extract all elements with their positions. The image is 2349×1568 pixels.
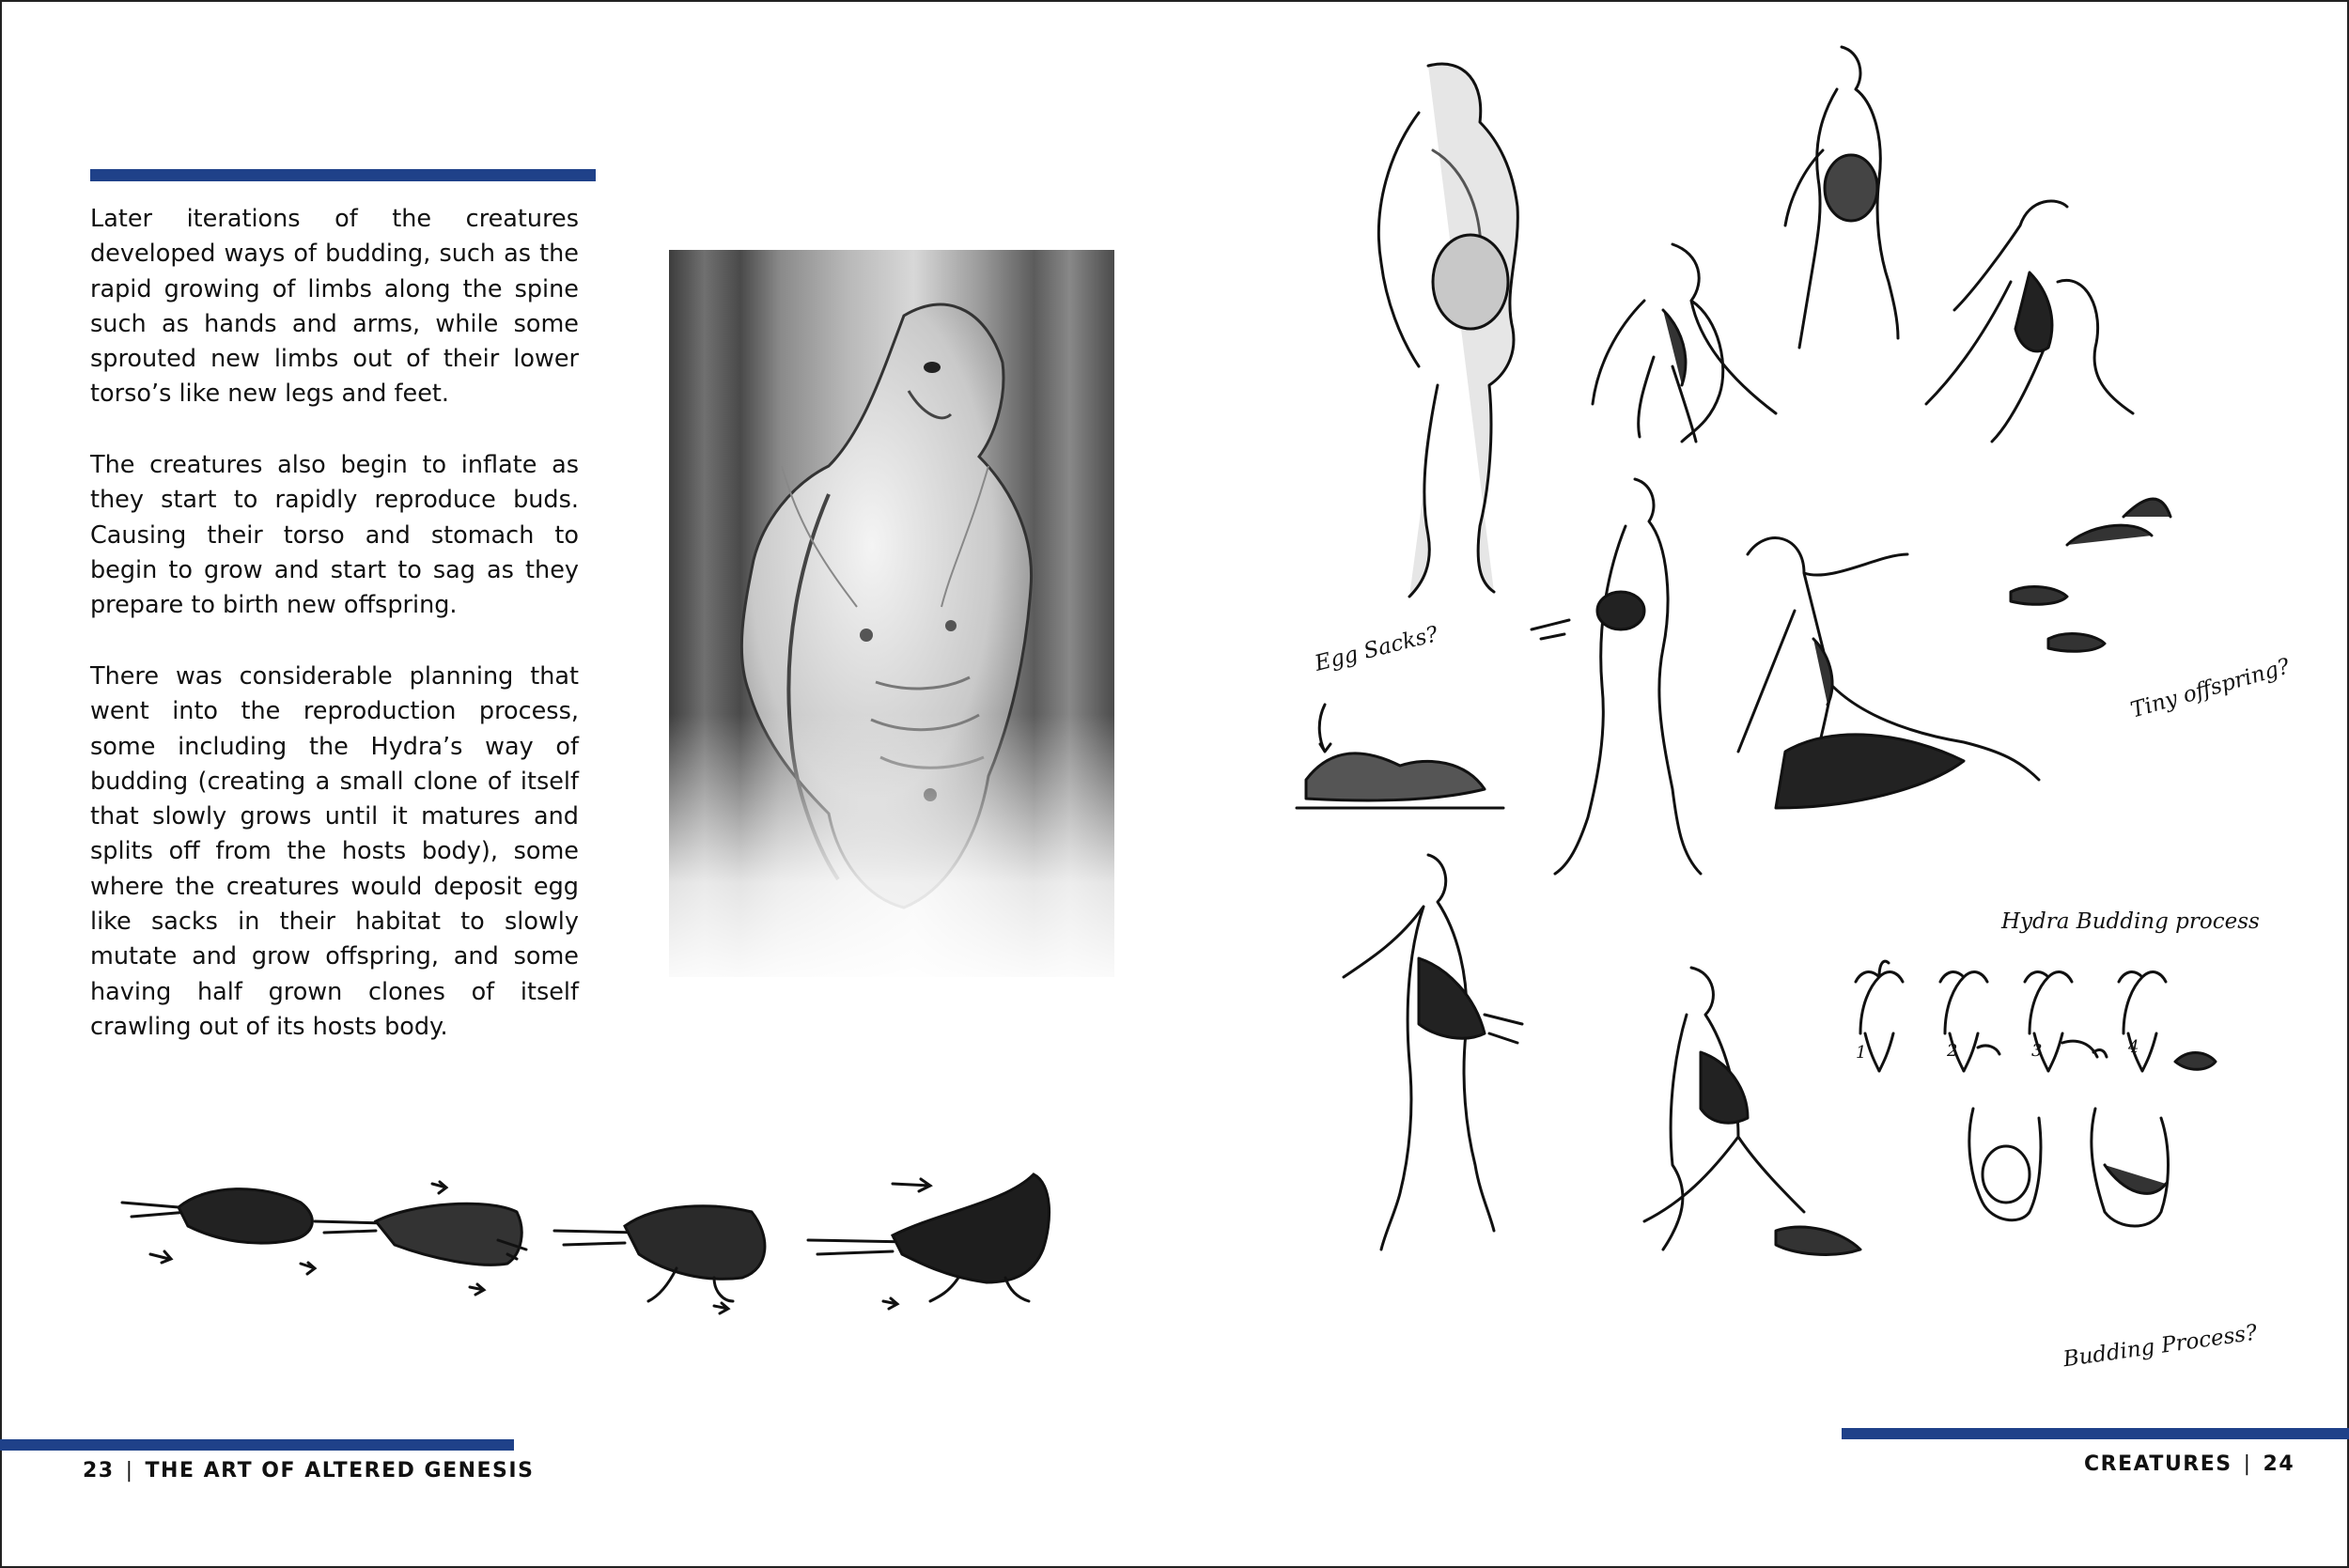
sketch-standing-figure-top (1785, 47, 1898, 348)
label-hydra-step-3: 3 (2031, 1041, 2043, 1061)
sketch-egg-sacks (1297, 705, 1503, 808)
crawl-frame-2 (315, 1182, 526, 1295)
sketch-kneeling-figure-center (1738, 538, 2039, 808)
painting-fade (669, 714, 1114, 996)
footer-left (83, 1459, 534, 1483)
sketch-spray-figure (1532, 479, 1701, 874)
sketch-tiny-offspring (2011, 499, 2170, 651)
crawl-frame-4 (808, 1174, 1050, 1309)
label-hydra-step-1: 1 (1856, 1043, 1867, 1063)
paragraph-planning: There was considerable planning that went into the reproduction process, some including the Hydra’s way of budding (creating a small clone of itself that slowly grows until it matures and splits off from the hosts body), some where the creatures would deposit egg like sacks in their habitat to slowly mutate and grow offspring, and some having half grown clones of itself crawling out of its hosts body. (90, 662, 579, 1041)
paragraph-inflation: The creatures also begin to inflate as they start to rapidly reproduce buds. Causing their torso and stomach to begin to grow and start to sag as they prepare to birth new offspring. (90, 451, 579, 620)
book-title: THE ART OF ALTERED GENESIS (145, 1459, 535, 1483)
crawl-frame-3 (554, 1206, 765, 1313)
label-budding-process: Budding Process? (2061, 1320, 2259, 1373)
label-hydra-step-4: 4 (2128, 1037, 2139, 1057)
label-egg-sacks: Egg Sacks? (1312, 622, 1441, 676)
sketch-standing-shaded-figure (1378, 64, 1517, 597)
footer-separator: | (125, 1459, 134, 1483)
section-title: CREATURES (2084, 1452, 2232, 1476)
label-hydra-step-2: 2 (1947, 1041, 1958, 1061)
label-hydra-budding: Hydra Budding process (2001, 909, 2260, 934)
page-number-left: 23 (83, 1459, 115, 1483)
footer-right (2084, 1452, 2295, 1476)
crawling-creature-sequence (113, 1165, 1071, 1315)
top-accent-rule-left (90, 169, 596, 181)
crawl-frame-1 (122, 1189, 315, 1274)
sketch-standing-figure-lower (1344, 855, 1522, 1250)
page-number-right: 24 (2263, 1452, 2295, 1476)
sketch-budding-torsos (1969, 1109, 2169, 1226)
bottom-accent-rule-left (0, 1439, 514, 1451)
footer-separator-right: | (2243, 1452, 2252, 1476)
bottom-accent-rule-right (1842, 1428, 2349, 1439)
sketch-kneeling-figure-lower (1644, 968, 1860, 1254)
paragraph-budding: Later iterations of the creatures developed ways of budding, such as the rapid growing of limbs along the spine such as hands and arms, while some sprouted new limbs out of their lower torso’s like new legs and feet. (90, 205, 579, 409)
sketch-reclining-figure (1926, 201, 2133, 442)
label-tiny-offspring: Tiny offspring? (2127, 654, 2293, 723)
sketch-hunched-figure (1593, 244, 1776, 442)
